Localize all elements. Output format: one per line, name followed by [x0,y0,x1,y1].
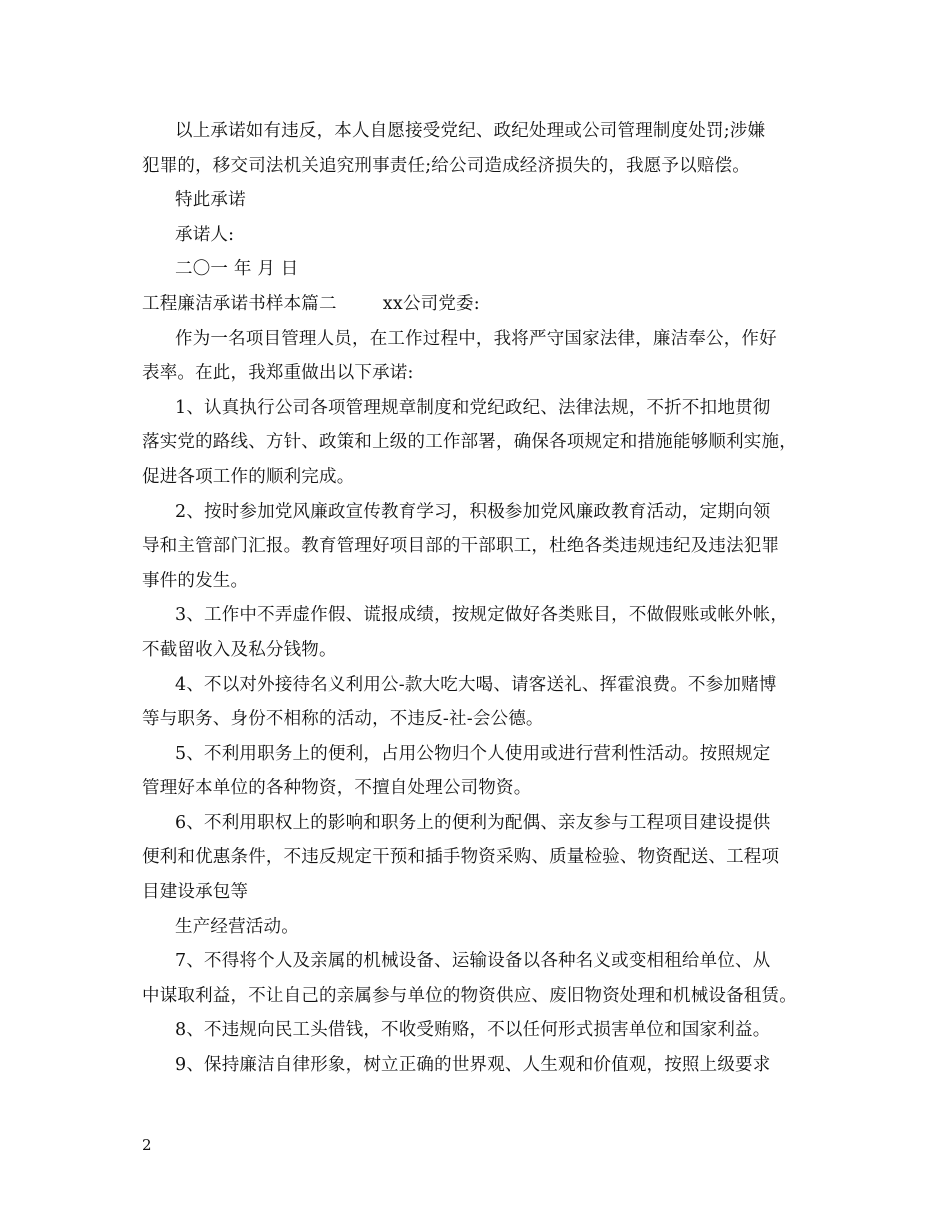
paragraph-line: 等与职务、身份不相称的活动，不违反-社-会公德。 [142,709,544,730]
paragraph-line: 目建设承包等 [142,882,249,903]
paragraph-line: 落实党的路线、方针、政策和上级的工作部署，确保各项规定和措施能够顺利实施， [142,432,797,453]
pledge-item-4: 4、不以对外接待名义利用公-款大吃大喝、请客送礼、挥霍浪费。不参加赌博 [175,674,777,695]
paragraph-line: 导和主管部门汇报。教育管理好项目部的干部职工，杜绝各类违规违纪及违法犯罪 [142,536,780,557]
paragraph-line: 管理好本单位的各种物资，不擅自处理公司物资。 [142,778,532,799]
paragraph-line: 事件的发生。 [142,570,249,591]
document-body [142,114,814,1083]
pledge-item-8: 8、不违规向民工头借钱，不收受贿赂，不以任何形式损害单位和国家利益。 [175,1020,771,1041]
paragraph-line: 犯罪的，移交司法机关追究刑事责任;给公司造成经济损失的，我愿予以赔偿。 [142,155,750,176]
paragraph-line: 中谋取利益，不让自己的亲属参与单位的物资供应、废旧物资处理和机械设备租赁。 [142,985,797,1006]
pledge-item-9: 9、保持廉洁自律形象，树立正确的世界观、人生观和价值观，按照上级要求 [175,1055,771,1076]
pledge-item-1: 1、认真执行公司各项管理规章制度和党纪政纪、法律法规，不折不扣地贯彻 [175,397,771,418]
pledge-item-6: 6、不利用职权上的影响和职务上的便利为配偶、亲友参与工程项目建设提供 [175,812,771,833]
signer-label: 承诺人: [175,224,235,245]
section-heading: 工程廉洁承诺书样本篇二 xx公司党委: [142,293,480,314]
page-number: 2 [142,1136,152,1154]
paragraph-line: 不截留收入及私分钱物。 [142,639,337,660]
pledge-item-7: 7、不得将个人及亲属的机械设备、运输设备以各种名义或变相租给单位、从 [175,951,771,972]
paragraph-line: 作为一名项目管理人员，在工作过程中，我将严守国家法律，廉洁奉公，作好 [175,328,777,349]
paragraph-line: 以上承诺如有违反，本人自愿接受党纪、政纪处理或公司管理制度处罚;涉嫌 [175,121,766,141]
paragraph-line: 表率。在此，我郑重做出以下承诺: [142,363,414,384]
paragraph-line: 生产经营活动。 [175,916,299,937]
pledge-item-3: 3、工作中不弄虚作假、谎报成绩，按规定做好各类账目，不做假账或帐外帐， [175,605,789,626]
paragraph-line: 便利和优惠条件，不违反规定干预和插手物资采购、质量检验、物资配送、工程项 [142,847,780,868]
date-line: 二〇一 年 月 日 [175,259,299,280]
paragraph-line: 促进各项工作的顺利完成。 [142,466,355,487]
pledge-item-2: 2、按时参加党风廉政宣传教育学习，积极参加党风廉政教育活动，定期向领 [175,501,771,522]
pledge-item-5: 5、不利用职务上的便利，占用公物归个人使用或进行营利性活动。按照规定 [175,743,771,764]
closing-phrase: 特此承诺 [175,190,246,211]
